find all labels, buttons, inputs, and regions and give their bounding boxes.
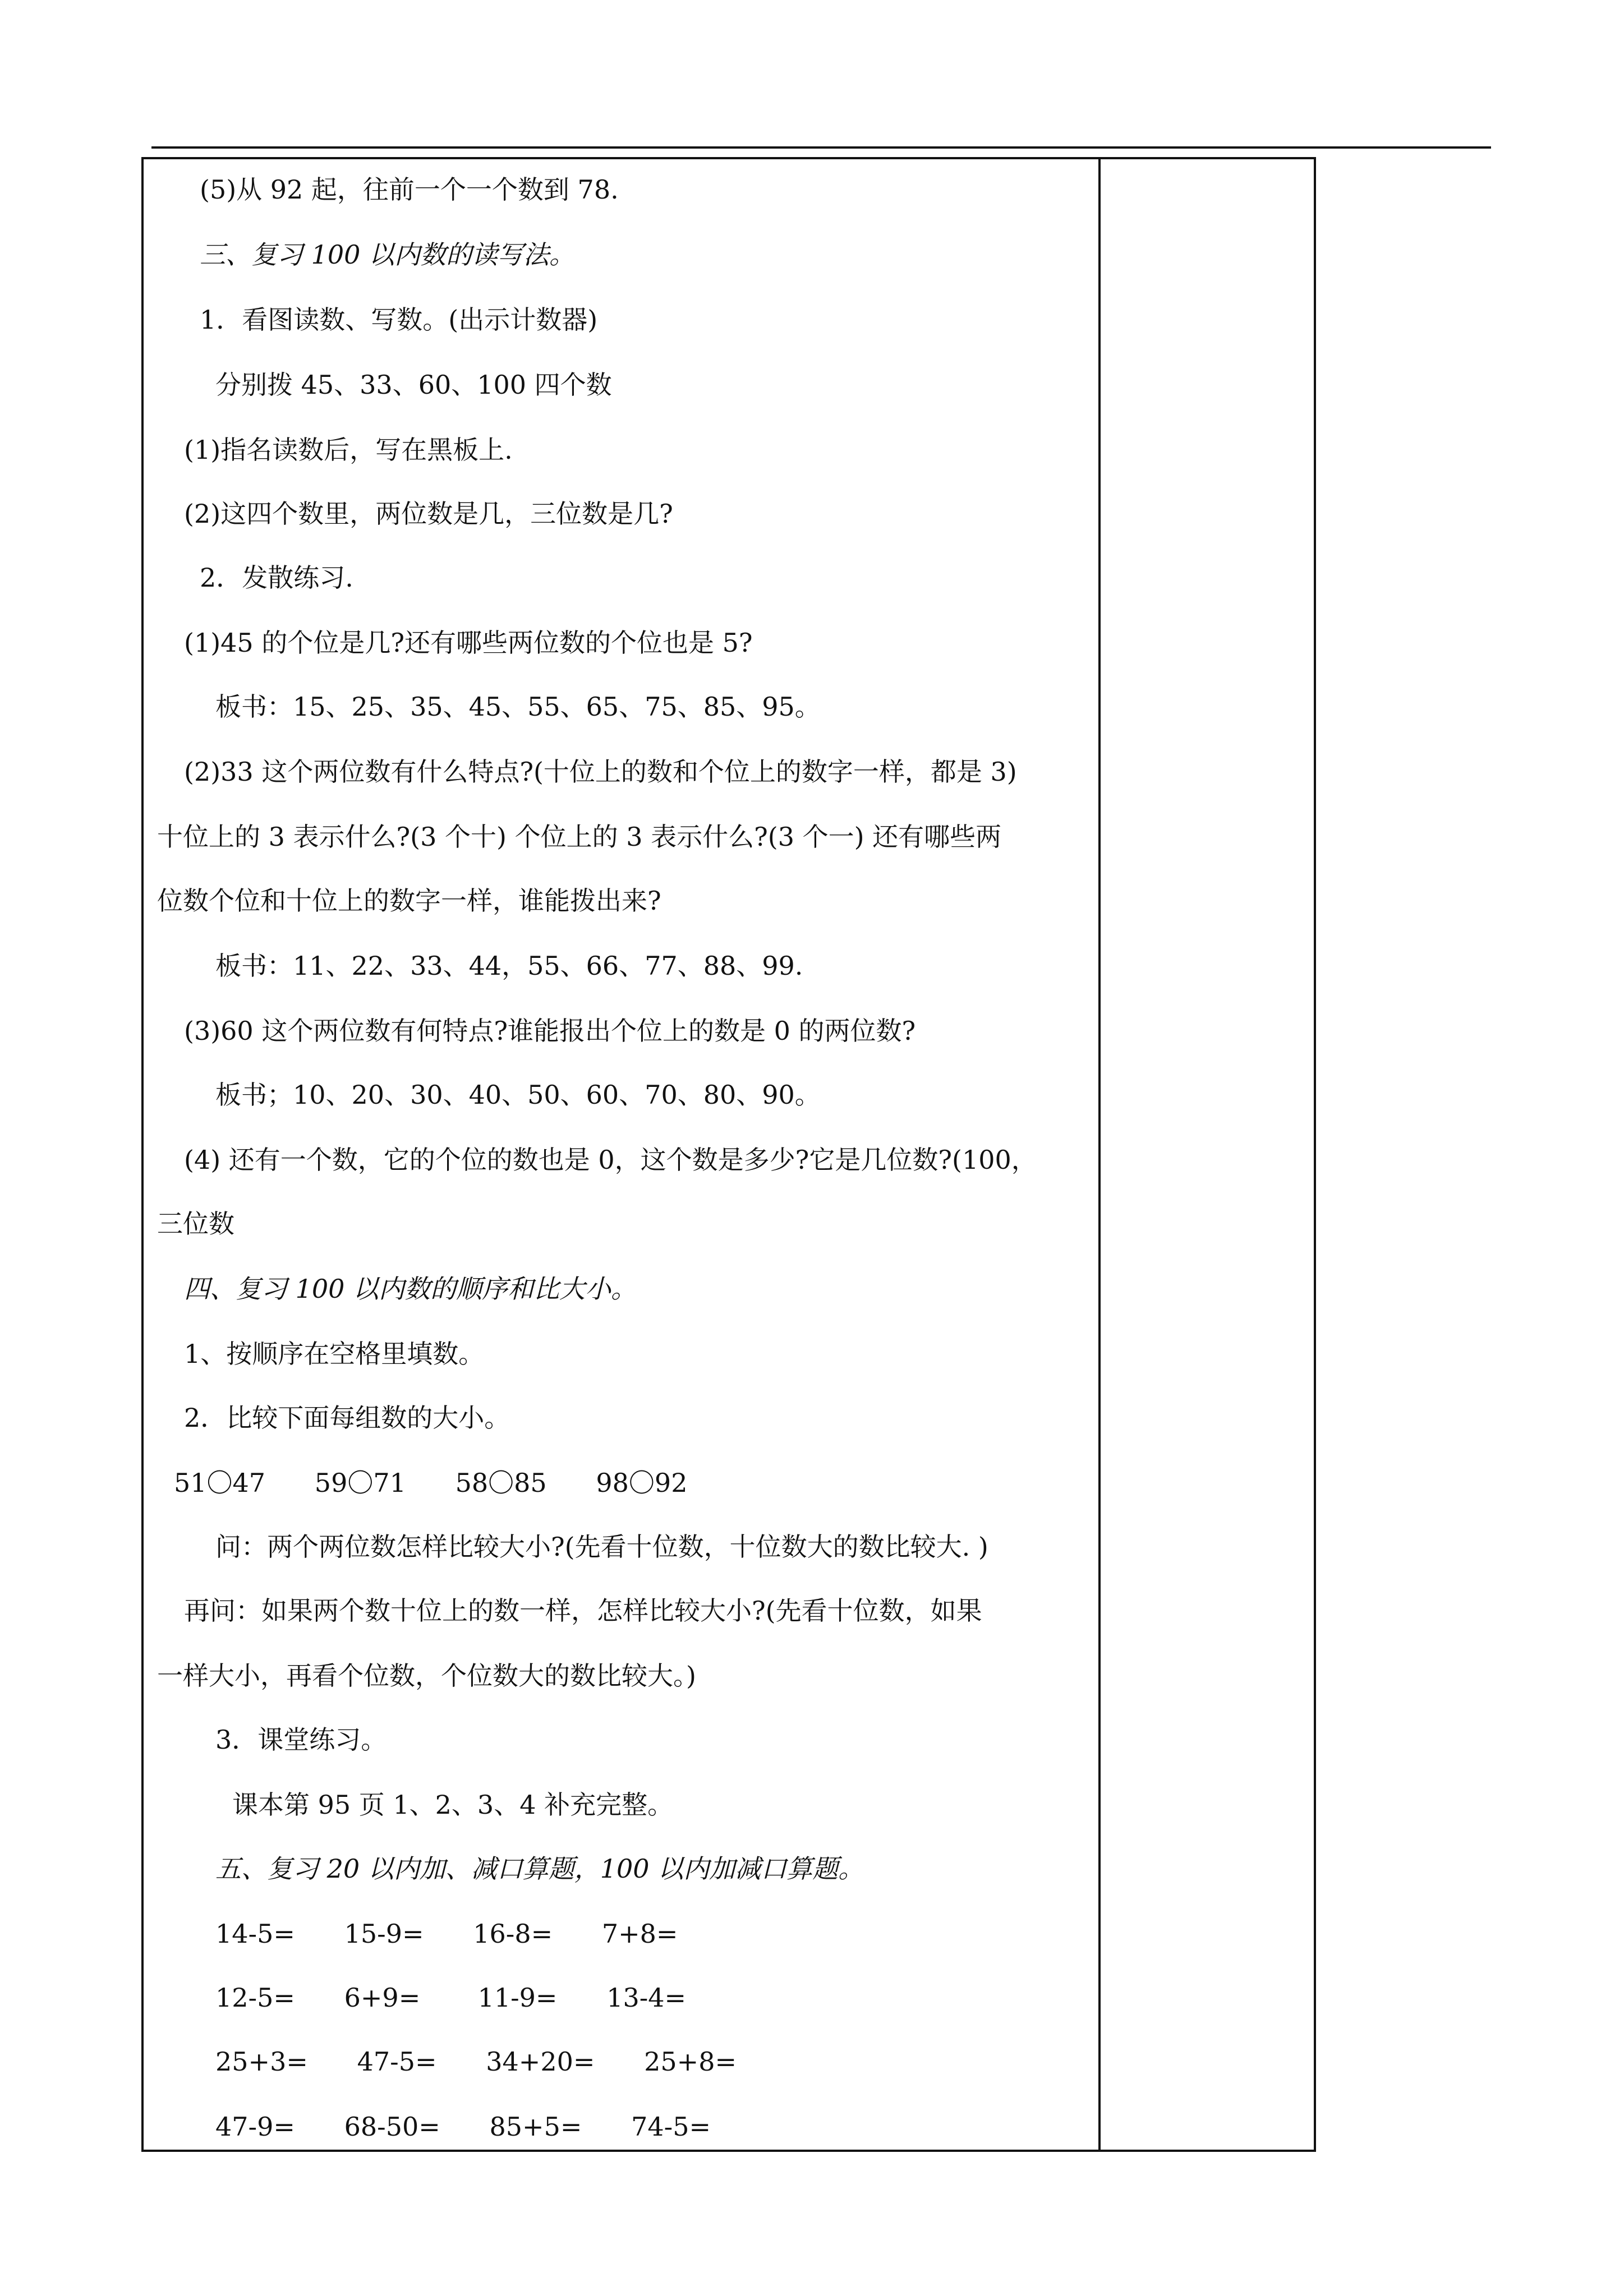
text-line: 位数个位和十位上的数字一样，谁能拨出来? (157, 886, 661, 916)
text-line: 1、按顺序在空格里填数。 (184, 1339, 485, 1369)
text-line: 三位数 (157, 1209, 234, 1239)
text-line: 2．比较下面每组数的大小。 (184, 1403, 510, 1433)
text-line: 板书：15、25、35、45、55、65、75、85、95。 (215, 691, 821, 722)
section-heading: 五、复习 20 以内加、减口算题，100 以内加减口算题。 (215, 1854, 864, 1884)
text-line: 1．看图读数、写数。(出示计数器) (200, 305, 598, 335)
comparison-row: 51〇47 59〇71 58〇85 98〇92 (174, 1468, 688, 1498)
text-line: (1)指名读数后，写在黑板上. (184, 435, 513, 465)
arithmetic-row: 47-9= 68-50= 85+5= 74-5= (215, 2111, 711, 2142)
text-line: 一样大小，再看个位数，个位数大的数比较大。) (157, 1661, 696, 1691)
text-line: (2)33 这个两位数有什么特点?(十位上的数和个位上的数字一样，都是 3) (184, 757, 1017, 787)
text-line: (5)从 92 起，往前一个一个数到 78. (200, 174, 619, 205)
section-heading: 四、复习 100 以内数的顺序和比大小。 (184, 1274, 637, 1304)
text-line: 问：两个两位数怎样比较大小?(先看十位数，十位数大的数比较大. ) (215, 1532, 988, 1562)
text-line: 板书；10、20、30、40、50、60、70、80、90。 (215, 1080, 821, 1110)
text-line: (1)45 的个位是几?还有哪些两位数的个位也是 5? (184, 628, 753, 658)
header-rule (151, 146, 1491, 149)
text-line: 2．发散练习. (200, 563, 353, 593)
arithmetic-row: 25+3= 47-5= 34+20= 25+8= (215, 2046, 737, 2077)
text-line: (2)这四个数里，两位数是几，三位数是几? (184, 499, 673, 529)
arithmetic-row: 14-5= 15-9= 16-8= 7+8= (215, 1919, 678, 1949)
text-line: 再问：如果两个数十位上的数一样，怎样比较大小?(先看十位数，如果 (184, 1596, 982, 1626)
text-line: 3．课堂练习。 (215, 1725, 387, 1755)
text-line: 分别拨 45、33、60、100 四个数 (215, 370, 612, 400)
arithmetic-row: 12-5= 6+9= 11-9= 13-4= (215, 1983, 687, 2013)
text-line: 板书：11、22、33、44，55、66、77、88、99. (215, 951, 803, 981)
column-divider (1098, 157, 1101, 2152)
text-line: (3)60 这个两位数有何特点?谁能报出个位上的数是 0 的两位数? (184, 1016, 916, 1046)
text-line: 课本第 95 页 1、2、3、4 补充完整。 (232, 1790, 674, 1820)
section-heading: 三、复习 100 以内数的读写法。 (200, 239, 576, 270)
text-line: 十位上的 3 表示什么?(3 个十) 个位上的 3 表示什么?(3 个一) 还有哪些两 (157, 822, 1002, 852)
text-line: (4) 还有一个数，它的个位的数也是 0，这个数是多少?它是几位数?(100， (184, 1145, 1037, 1175)
